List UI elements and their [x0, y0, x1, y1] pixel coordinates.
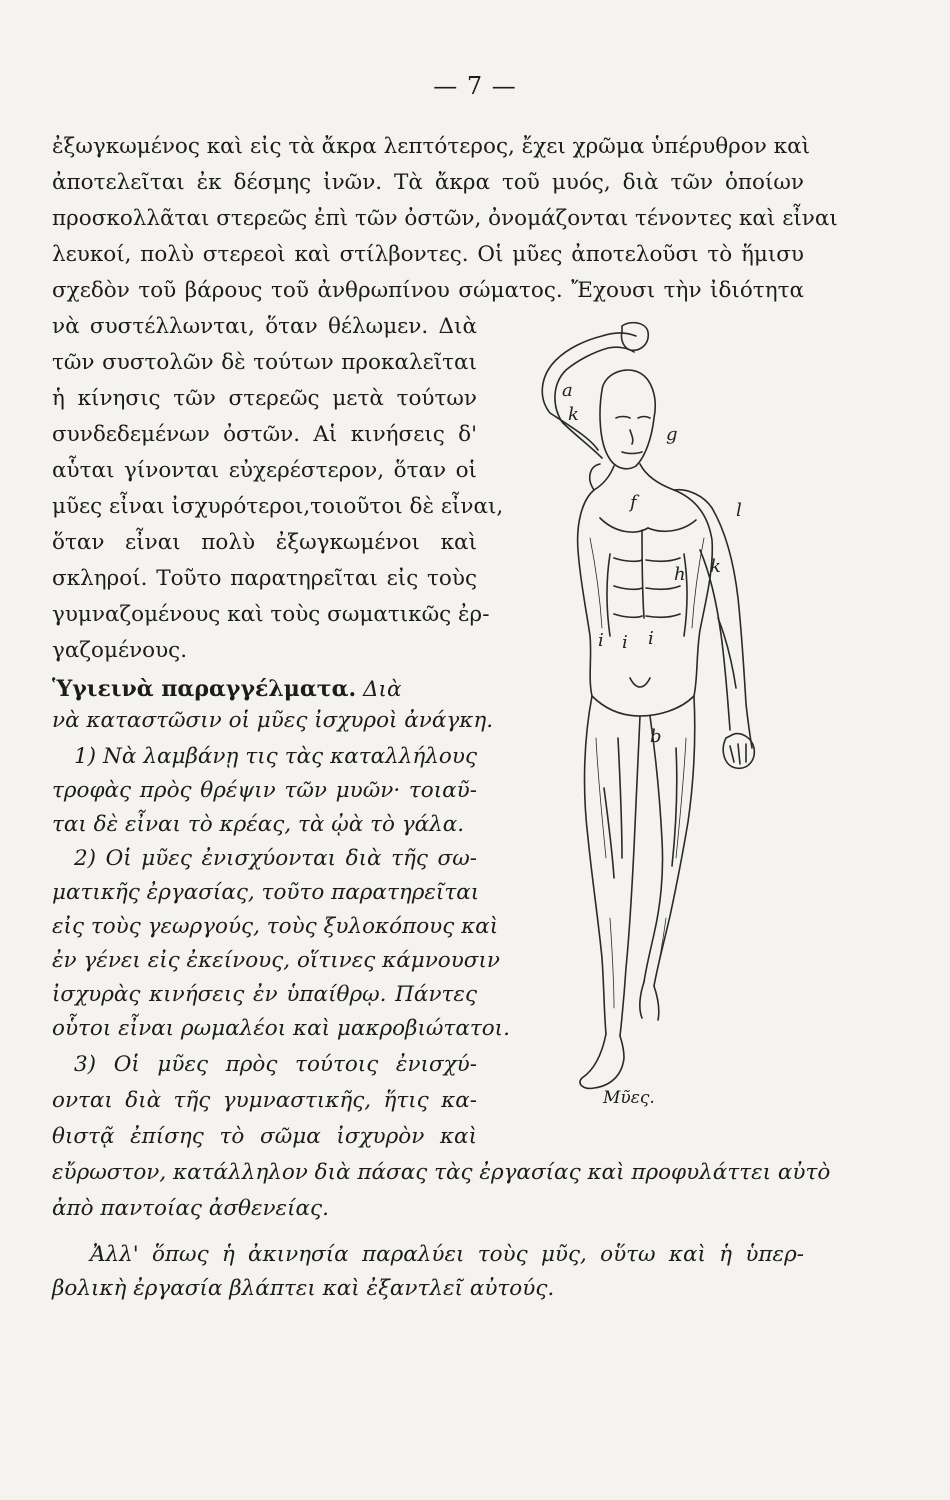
column-line-1: νὰ συστέλλωνται, ὅταν θέλωμεν. Διὰ [52, 314, 477, 339]
column-line-5: αὗται γίνονται εὐχερέστερον, ὅταν οἱ [52, 458, 477, 483]
rule2-line-4: ἐν γένει εἰς ἐκείνους, οἵτινες κάμνουσιν [52, 948, 500, 973]
rule3-line-1: 3) Οἱ μῦες πρὸς τούτοις ἐνισχύ- [74, 1052, 477, 1077]
muscular-human-figure-illustration [490, 318, 790, 1098]
rule3-line-2: ονται διὰ τῆς γυμναστικῆς, ἥτις κα- [52, 1088, 477, 1113]
intro-line-1: ἐξωγκωμένος καὶ εἰς τὰ ἄκρα λεπτότερος, ἔχει χρῶμα ὑπέρυθρον καὶ [52, 134, 811, 159]
rule3-line-4: εὔρωστον, κατάλληλον διὰ πάσας τὰς ἐργασίας καὶ προφυλάττει αὐτὸ [52, 1160, 831, 1185]
column-line-7: ὅταν εἶναι πολὺ ἐξωγκωμένοι καὶ [52, 530, 477, 555]
figure-label-f: f [630, 492, 637, 513]
column-line-10: γαζομένους. [52, 638, 188, 663]
hygiene-heading-rest: Διὰ [363, 677, 402, 702]
figure-label-l: l [736, 500, 742, 521]
figure-label-k-head: k [568, 404, 579, 425]
rule1-line-2: τροφὰς πρὸς θρέψιν τῶν μυῶν· τοιαῦ- [52, 778, 477, 803]
figure-caption: Μῦες. [603, 1088, 655, 1108]
rule2-line-2: ματικῆς ἐργασίας, τοῦτο παρατηρεῖται [52, 880, 480, 905]
column-line-4: συνδεδεμένων ὀστῶν. Αἱ κινήσεις δ' [52, 422, 477, 447]
figure-label-i-right: i [648, 628, 654, 649]
closing-line-2: βολικὴ ἐργασία βλάπτει καὶ ἐξαντλεῖ αὐτούς. [52, 1276, 555, 1301]
rule3-line-5: ἀπὸ παντοίας ἀσθενείας. [52, 1196, 329, 1221]
hygiene-heading: Ὑγιεινὰ παραγγέλματα. [52, 676, 357, 702]
column-line-6: μῦες εἶναι ἰσχυρότεροι,τοιοῦτοι δὲ εἶναι, [52, 494, 504, 519]
rule2-line-5: ἰσχυρὰς κινήσεις ἐν ὑπαίθρῳ. Πάντες [52, 982, 477, 1007]
column-line-8: σκληροί. Τοῦτο παρατηρεῖται εἰς τοὺς [52, 566, 477, 591]
rule2-line-6: οὗτοι εἶναι ρωμαλέοι καὶ μακροβιώτατοι. [52, 1016, 510, 1041]
rule3-line-3: θιστᾷ ἐπίσης τὸ σῶμα ἰσχυρὸν καὶ [52, 1124, 477, 1149]
rule1-line-3: ται δὲ εἶναι τὸ κρέας, τὰ ᾠὰ τὸ γάλα. [52, 812, 465, 837]
muscle-figure [490, 318, 790, 1098]
hygiene-heading-line [52, 678, 477, 701]
rule2-line-1: 2) Οἱ μῦες ἐνισχύονται διὰ τῆς σω- [74, 846, 477, 871]
closing-line-1: Ἀλλ' ὅπως ἡ ἀκινησία παραλύει τοὺς μῦς, οὕτω καὶ ἡ ὑπερ- [90, 1242, 804, 1267]
page-number: — 7 — [433, 72, 517, 100]
intro-line-2: ἀποτελεῖται ἐκ δέσμης ἰνῶν. Τὰ ἄκρα τοῦ μυός, διὰ τῶν ὁποίων [52, 170, 804, 195]
intro-line-5: σχεδὸν τοῦ βάρους τοῦ ἀνθρωπίνου σώματος. Ἔχουσι τὴν ἰδιότητα [52, 278, 804, 303]
rule2-line-3: εἰς τοὺς γεωργούς, τοὺς ξυλοκόπους καὶ [52, 914, 499, 939]
column-line-9: γυμναζομένους καὶ τοὺς σωματικῶς ἐρ- [52, 602, 490, 627]
figure-label-g: g [666, 424, 678, 445]
figure-label-k-arm: k [710, 556, 721, 577]
column-line-2: τῶν συστολῶν δὲ τούτων προκαλεῖται [52, 350, 477, 375]
intro-line-3: προσκολλᾶται στερεῶς ἐπὶ τῶν ὀστῶν, ὀνομάζονται τένοντες καὶ εἶναι [52, 206, 838, 231]
figure-label-i-left: i [598, 630, 604, 651]
figure-label-h: h [674, 564, 686, 585]
figure-label-i-mid: i [622, 632, 628, 653]
intro-line-4: λευκοί, πολὺ στερεοὶ καὶ στίλβοντες. Οἱ μῦες ἀποτελοῦσι τὸ ἥμισυ [52, 242, 804, 267]
hygiene-line-2: νὰ καταστῶσιν οἱ μῦες ἰσχυροὶ ἀνάγκη. [52, 708, 494, 733]
figure-label-a: a [562, 380, 573, 401]
rule1-line-1: 1) Νὰ λαμβάνῃ τις τὰς καταλλήλους [74, 744, 477, 769]
figure-label-b: b [650, 726, 662, 747]
column-line-3: ἡ κίνησις τῶν στερεῶς μετὰ τούτων [52, 386, 477, 411]
